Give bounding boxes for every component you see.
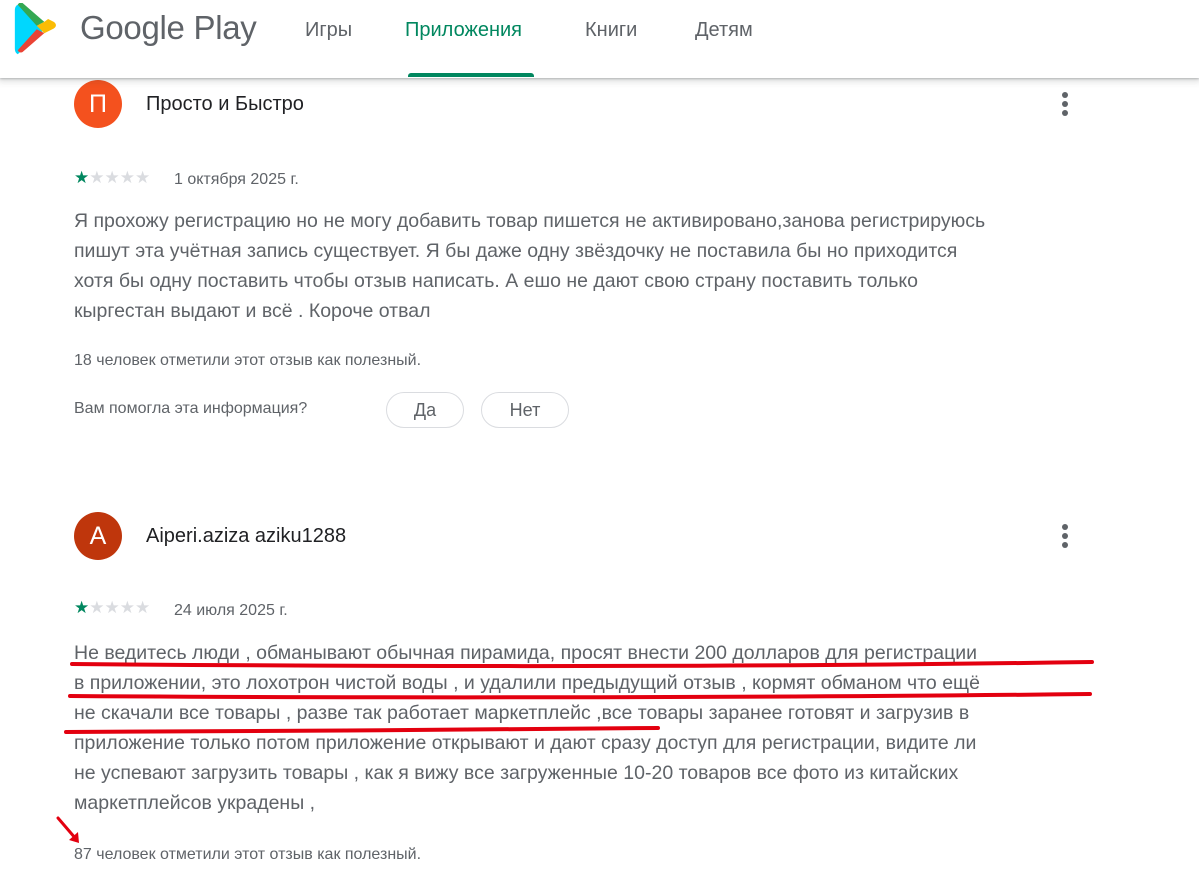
review-text [74,206,1114,326]
review-text-line: маркетплейсов украдены , [74,792,316,814]
top-app-bar [0,0,1199,78]
review-text-line: в приложении, это лохотрон чистой воды , и удалили предыдущий отзыв , кормят обманом что ещё [74,672,980,694]
star-empty-icon: ★ [104,598,120,617]
review-text-line: Не ведитесь люди , обманывают обычная пирамида, просят внести 200 долларов для регистрации [74,642,978,664]
more-options-icon[interactable] [1052,522,1078,552]
active-tab-indicator [408,73,534,77]
review-text-line: не скачали все товары , разве так работает маркетплейс ,все товары заранее готовят и загрузив в [74,702,970,724]
annotation-arrow-icon [58,818,76,839]
more-options-icon[interactable] [1052,90,1078,120]
helpful-question: Вам помогла эта информация? [74,400,308,417]
helpful-count: 18 человек отметили этот отзыв как полезный. [74,352,422,369]
review-date: 24 июля 2025 г. [174,602,288,619]
star-rating [74,598,150,618]
review-text-line: пишут эта учётная запись существует. Я бы даже одну звёздочку не поставила бы но приходится [74,240,958,262]
star-filled-icon: ★ [74,168,90,187]
star-empty-icon: ★ [119,598,135,617]
nav-tab-apps[interactable]: Приложения [405,19,523,41]
avatar-letter: A [89,522,107,550]
helpful-no-button[interactable]: Нет [481,392,569,428]
star-empty-icon: ★ [89,598,105,617]
star-empty-icon: ★ [104,168,120,187]
avatar [74,512,122,560]
brand-title[interactable]: Google Play [80,9,257,46]
review-date: 1 октября 2025 г. [174,171,299,188]
review-author: Просто и Быстро [146,93,304,115]
review-text-line: хотя бы одну поставить чтобы отзыв написать. А ешо не дают свою страну поставить только [74,270,919,292]
star-empty-icon: ★ [89,168,105,187]
star-empty-icon: ★ [135,598,151,617]
star-filled-icon: ★ [74,598,90,617]
avatar [74,80,122,128]
nav-tab-books[interactable]: Книги [585,19,638,41]
star-empty-icon: ★ [135,168,151,187]
star-rating [74,168,150,188]
review-text-line: приложение только потом приложение открывают и дают сразу доступ для регистрации, видите ли [74,732,977,754]
review-author: Aiperi.aziza aziku1288 [146,525,347,547]
nav-tab-games[interactable]: Игры [305,19,353,41]
avatar-letter: П [89,90,107,118]
nav-tab-kids[interactable]: Детям [695,19,753,41]
review-text-line: Я прохожу регистрацию но не могу добавить товар пишется не активировано,занова регистрируюсь [74,210,986,232]
review-text [74,638,1114,818]
review-text-line: не успевают загрузить товары , как я вижу все загруженные 10-20 товаров все фото из китайских [74,762,959,784]
helpful-yes-button[interactable]: Да [386,392,464,428]
review-text-line: кыргестан выдают и всё . Короче отвал [74,300,431,322]
google-play-logo-icon[interactable] [10,3,66,59]
star-empty-icon: ★ [119,168,135,187]
helpful-count: 87 человек отметили этот отзыв как полезный. [74,846,422,863]
